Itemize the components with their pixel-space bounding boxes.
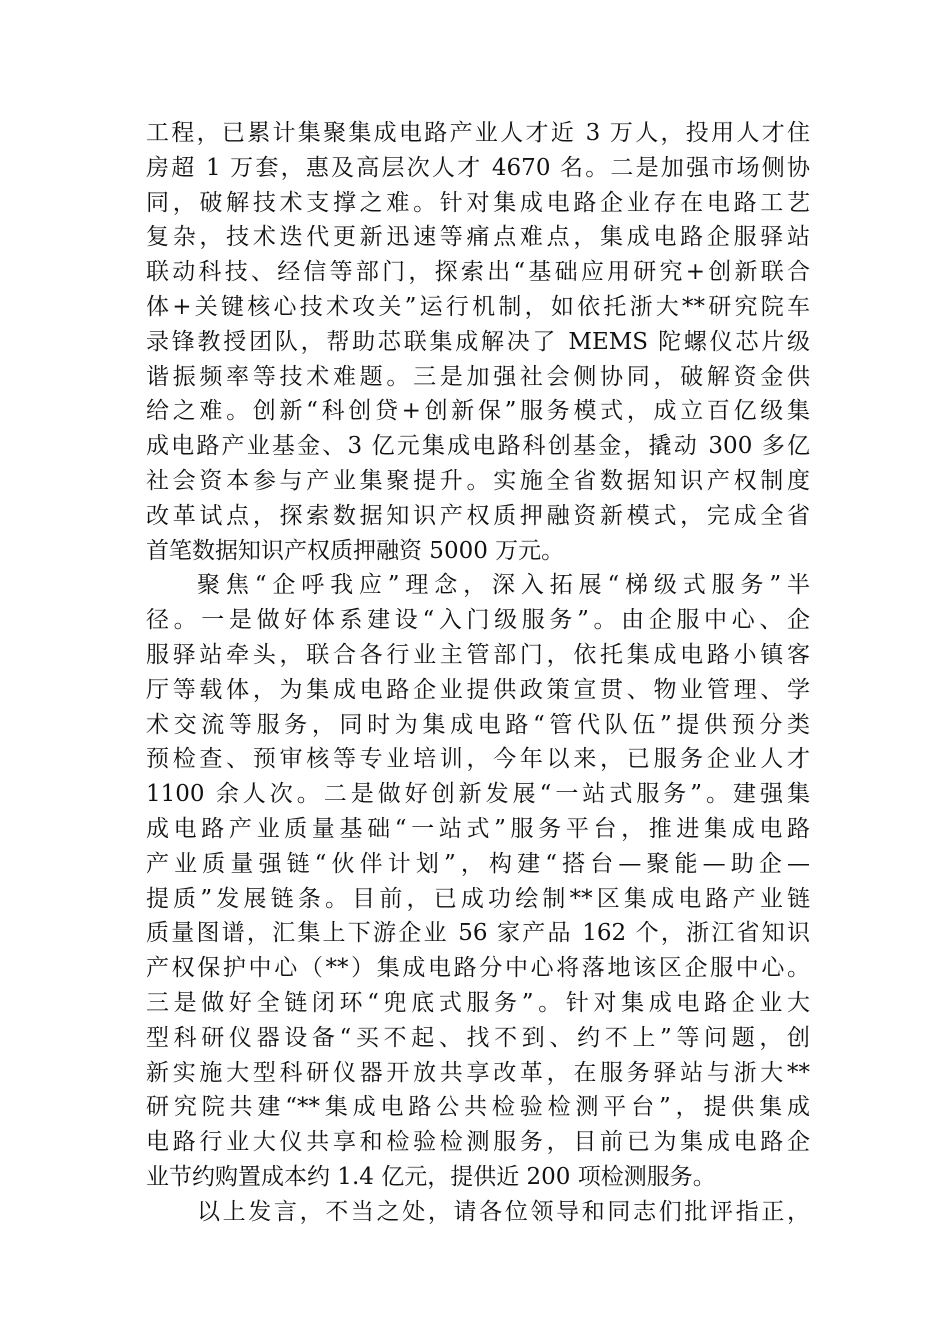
text-line: 社会资本参与产业集聚提升。实施全省数据知识产权制度 [146, 467, 810, 494]
text-line: 产业质量强链“伙伴计划”，构建“搭台—聚能—助企— [146, 850, 810, 877]
text-line: 预检查、预审核等专业培训，今年以来，已服务企业人才 [146, 746, 810, 773]
text-line: 服驿站牵头，联合各行业主管部门，依托集成电路小镇客 [146, 641, 810, 668]
text-line: 术交流等服务，同时为集成电路“管代队伍”提供预分类 [146, 711, 810, 738]
text-line: 型科研仪器设备“买不起、找不到、约不上”等问题，创 [146, 1024, 810, 1051]
document-body [146, 116, 810, 1230]
paragraph-start-line: 聚焦“企呼我应”理念，深入拓展“梯级式服务”半 [197, 572, 810, 599]
text-line: 录锋教授团队，帮助芯联集成解决了 MEMS 陀螺仪芯片级 [146, 328, 810, 355]
text-line: 成电路产业基金、3 亿元集成电路科创基金，撬动 300 多亿 [146, 433, 810, 460]
text-line: 改革试点，探索数据知识产权质押融资新模式，完成全省 [146, 502, 810, 529]
text-line: 首笔数据知识产权质押融资 5000 万元。 [146, 537, 565, 564]
text-line: 工程，已累计集聚集成电路产业人才近 3 万人，投用人才住 [146, 120, 810, 146]
text-line: 同，破解技术支撑之难。针对集成电路企业存在电路工艺 [146, 189, 810, 216]
text-line: 给之难。创新“科创贷+创新保”服务模式，成立百亿级集 [146, 398, 810, 425]
text-line: 业节约购置成本约 1.4 亿元，提供近 200 项检测服务。 [146, 1163, 716, 1190]
text-line: 成电路产业质量基础“一站式”服务平台，推进集成电路 [146, 815, 810, 842]
text-line: 三是做好全链闭环“兜底式服务”。针对集成电路企业大 [146, 989, 810, 1016]
text-line: 径。一是做好体系建设“入门级服务”。由企服中心、企 [146, 607, 810, 634]
text-line: 1100 余人次。二是做好创新发展“一站式服务”。建强集 [146, 781, 810, 808]
text-line: 联动科技、经信等部门，探索出“基础应用研究+创新联合 [146, 259, 810, 286]
text-line: 房超 1 万套，惠及高层次人才 4670 名。二是加强市场侧协 [146, 154, 810, 181]
text-line: 新实施大型科研仪器开放共享改革，在服务驿站与浙大** [146, 1059, 810, 1086]
text-line: 体+关键核心技术攻关”运行机制，如依托浙大**研究院车 [146, 293, 810, 320]
text-line: 厅等载体，为集成电路企业提供政策宣贯、物业管理、学 [146, 676, 810, 703]
text-line: 产权保护中心（**）集成电路分中心将落地该区企服中心。 [146, 955, 810, 982]
text-line: 提质”发展链条。目前，已成功绘制**区集成电路产业链 [146, 885, 810, 912]
text-line: 研究院共建“**集成电路公共检验检测平台”，提供集成 [146, 1094, 810, 1121]
paragraph-start-line: 以上发言，不当之处，请各位领导和同志们批评指正， [197, 1198, 810, 1225]
text-line: 复杂，技术迭代更新迅速等痛点难点，集成电路企服驿站 [146, 224, 810, 251]
text-line: 谐振频率等技术难题。三是加强社会侧协同，破解资金供 [146, 363, 810, 390]
text-line: 质量图谱，汇集上下游企业 56 家产品 162 个，浙江省知识 [146, 920, 810, 947]
text-line: 电路行业大仪共享和检验检测服务，目前已为集成电路企 [146, 1129, 810, 1156]
